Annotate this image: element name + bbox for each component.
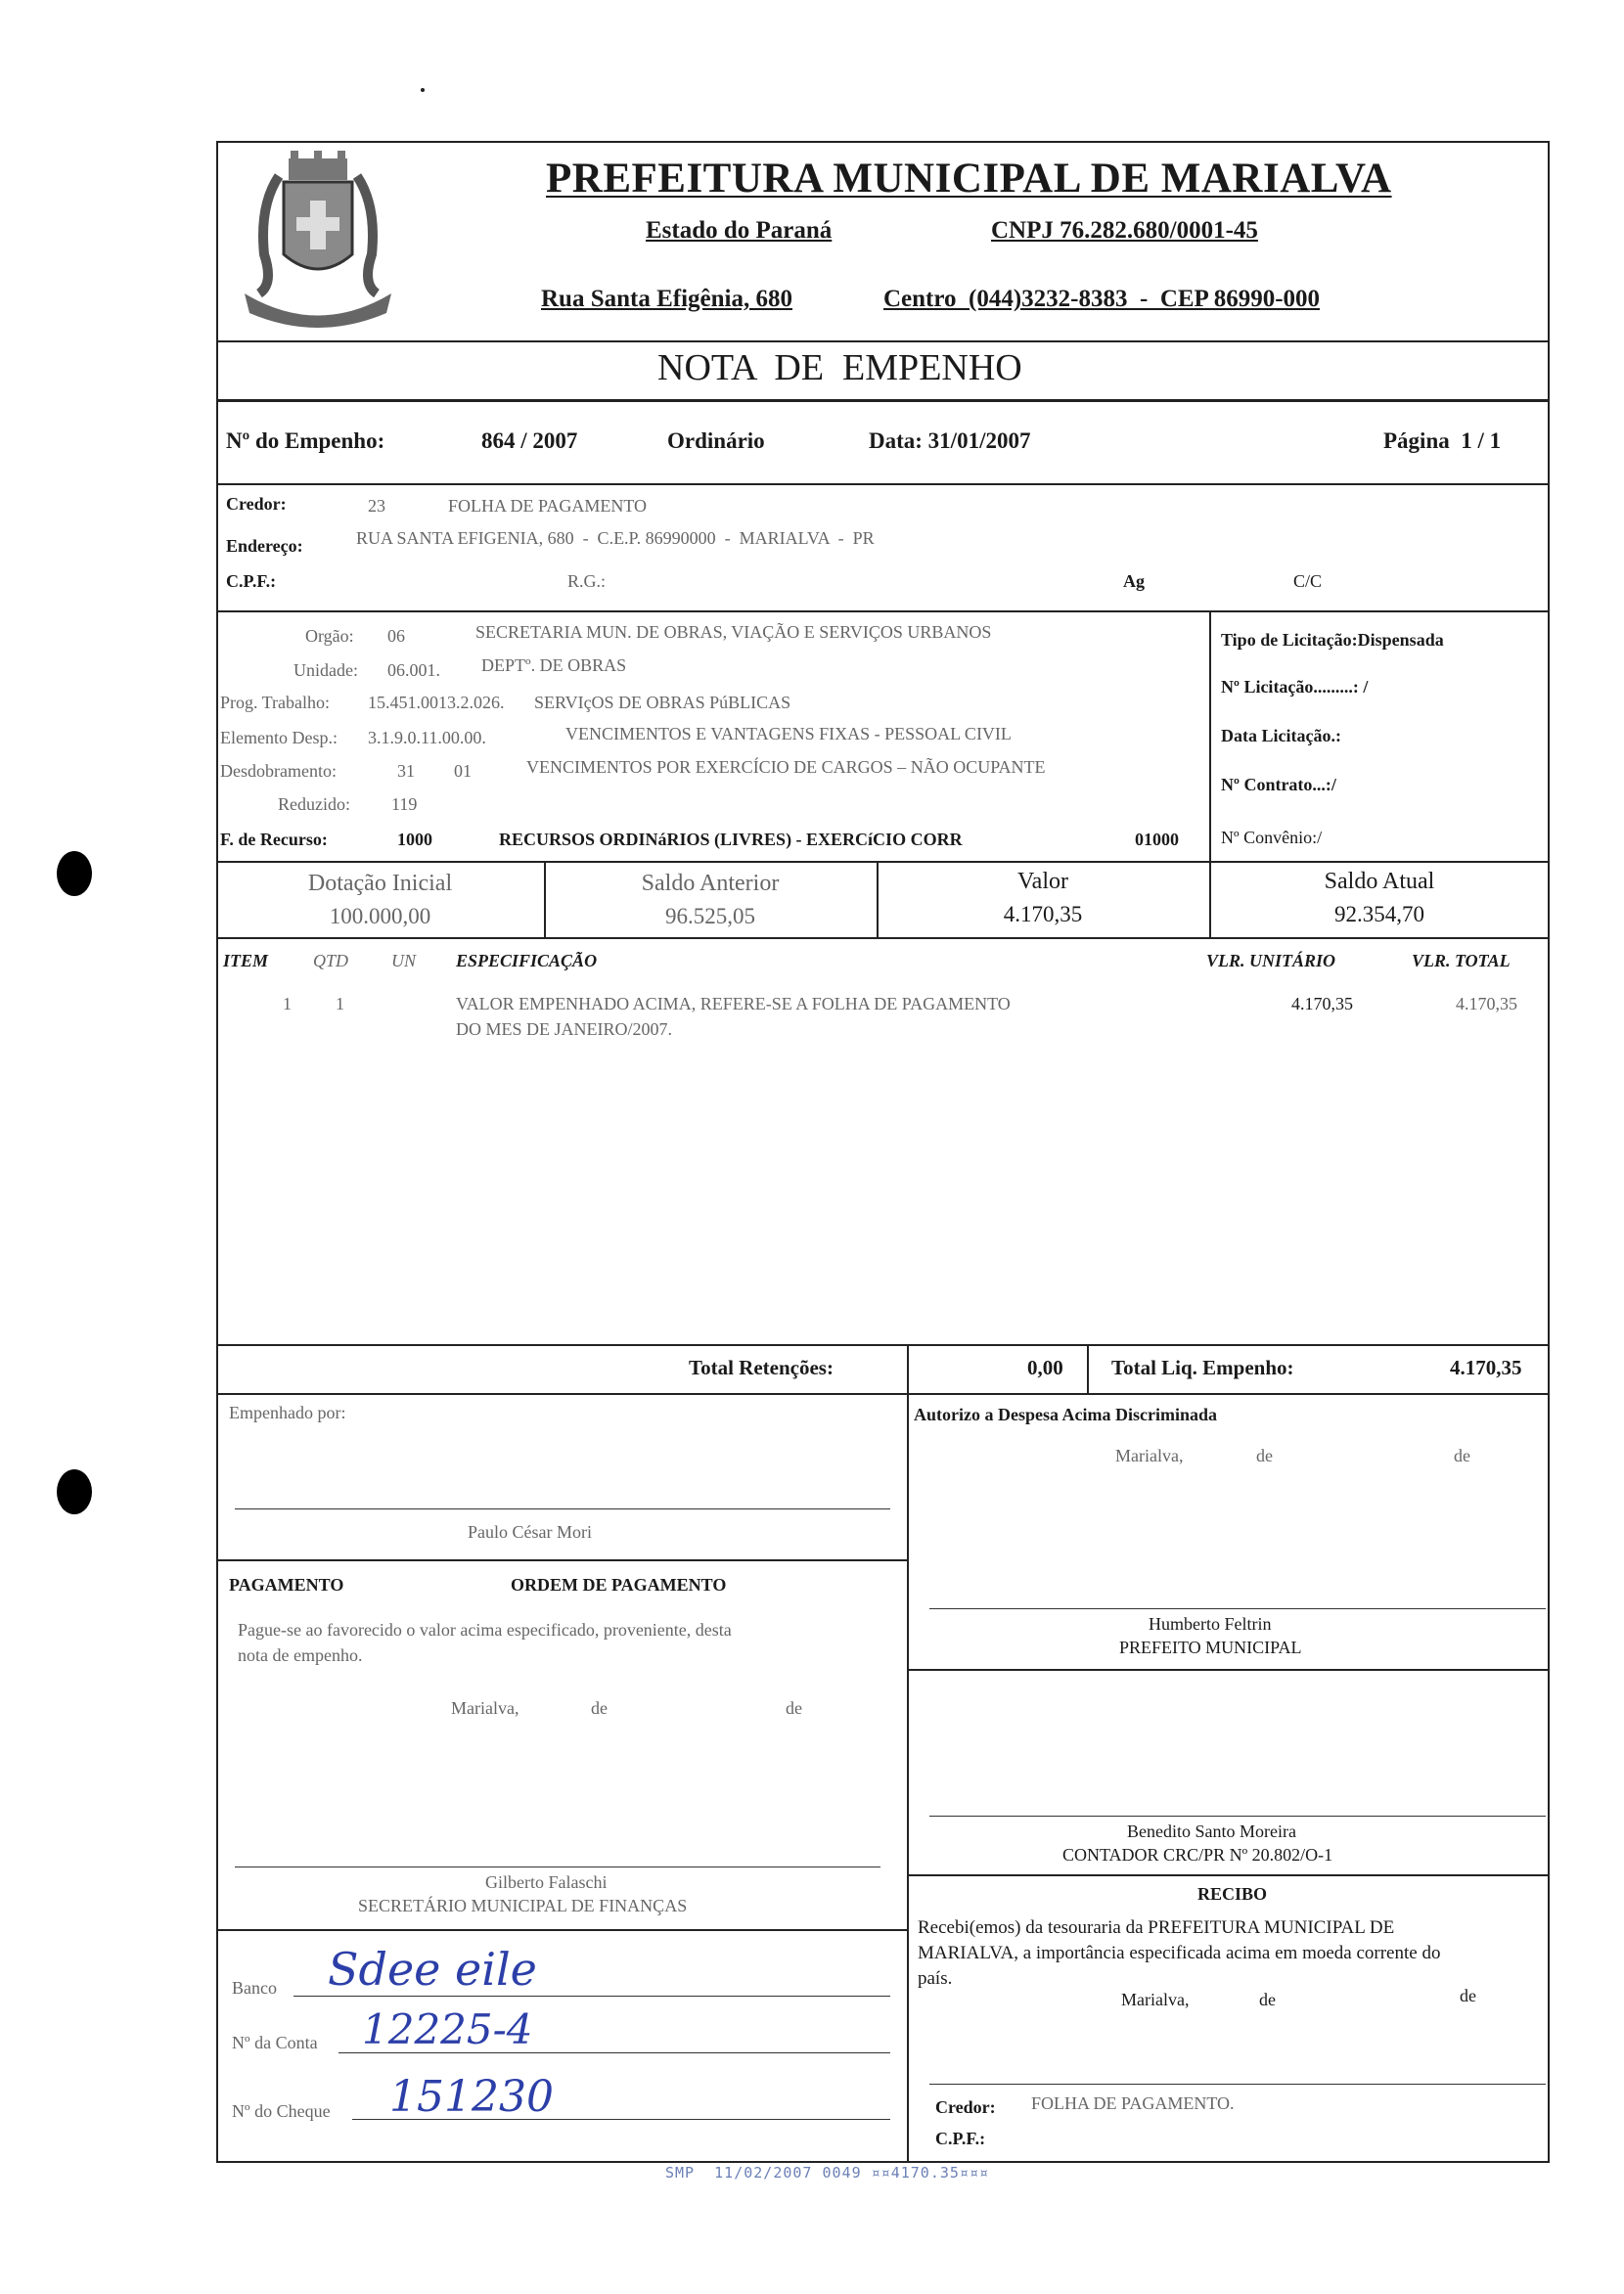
elemento-code: 3.1.9.0.11.00.00. (368, 728, 486, 747)
prefeito-role: PREFEITO MUNICIPAL (1119, 1638, 1302, 1657)
empenho-date: Data: 31/01/2007 (869, 428, 1031, 453)
recibo-place: Marialva, (1121, 1990, 1190, 2009)
pagamento-de-1: de (591, 1698, 608, 1718)
dotacao-inicial-label: Dotação Inicial (307, 871, 453, 896)
divider (216, 483, 1550, 485)
autorizo-de-1: de (1256, 1446, 1273, 1465)
credor-code: 23 (368, 496, 385, 516)
retencoes-value: 0,00 (1027, 1356, 1063, 1379)
punch-hole-top (57, 851, 92, 896)
recibo-de-1: de (1259, 1990, 1276, 2009)
divider (216, 1393, 1550, 1395)
coat-of-arms-icon (220, 147, 416, 333)
unidade-code: 06.001. (387, 660, 440, 680)
dotacao-inicial-value: 100.000,00 (329, 904, 431, 928)
recibo-text-line-3: país. (918, 1968, 953, 1989)
conta-handwritten: 12225-4 (362, 2005, 533, 2053)
agency-label: Ag (1123, 571, 1145, 591)
pagamento-place: Marialva, (451, 1698, 519, 1718)
desdobramento-name: VENCIMENTOS POR EXERCÍCIO DE CARGOS – NÃO OCUPANTE (526, 757, 1046, 777)
autorizo-place: Marialva, (1115, 1446, 1184, 1465)
item-unit-value: 4.170,35 (1291, 994, 1353, 1013)
pagamento-text-line-1: Pague-se ao favorecido o valor acima especificado, proveniente, desta (238, 1620, 732, 1640)
licitacao-number: Nº Licitação.........: / (1221, 677, 1369, 697)
cheque-handwritten: 151230 (389, 2072, 554, 2122)
col-un: UN (391, 951, 417, 970)
col-especificacao: ESPECIFICAÇÃO (456, 951, 598, 970)
divider (907, 1669, 1550, 1671)
desdobramento-code: 31 (397, 761, 415, 781)
bank-stamp: SMP 11/02/2007 0049 ¤¤4170.35¤¤¤ (665, 2164, 990, 2182)
divider (1209, 610, 1211, 861)
col-valor-total: VLR. TOTAL (1412, 951, 1511, 970)
divider (907, 1344, 909, 1393)
recibo-title: RECIBO (1197, 1884, 1268, 1904)
retencoes-label: Total Retenções: (689, 1356, 834, 1379)
saldo-anterior-value: 96.525,05 (665, 904, 755, 928)
desdobramento-label: Desdobramento: (220, 761, 337, 781)
item-description-line-1: VALOR EMPENHADO ACIMA, REFERE-SE A FOLHA DE PAGAMENTO (456, 994, 1011, 1013)
reduzido-label: Reduzido: (278, 794, 350, 814)
contador-role: CONTADOR CRC/PR Nº 20.802/O-1 (1062, 1845, 1333, 1865)
scan-speck (421, 88, 425, 92)
pagamento-label: PAGAMENTO (229, 1575, 344, 1595)
licitacao-type: Tipo de Licitação:Dispensada (1221, 630, 1444, 650)
contador-signer: Benedito Santo Moreira (1127, 1822, 1296, 1841)
divider (907, 1393, 909, 2163)
recibo-cpf-label: C.P.F.: (935, 2129, 986, 2148)
reduzido-value: 119 (391, 794, 418, 814)
col-item: ITEM (223, 951, 269, 970)
cpf-label: C.P.F.: (226, 571, 277, 591)
recurso-label: F. de Recurso: (220, 830, 328, 849)
item-description-line-2: DO MES DE JANEIRO/2007. (456, 1019, 673, 1039)
divider (216, 610, 1550, 612)
orgao-name: SECRETARIA MUN. DE OBRAS, VIAÇÃO E SERVIÇOS URBANOS (475, 622, 992, 642)
programa-name: SERVIçOS DE OBRAS PúBLICAS (534, 693, 791, 712)
document-title: NOTA DE EMPENHO (657, 347, 1022, 388)
total-liquido-label: Total Liq. Empenho: (1111, 1356, 1294, 1379)
contact-label: Centro (044)3232-8383 - CEP 86990-000 (883, 286, 1321, 312)
rg-label: R.G.: (567, 571, 607, 591)
col-qtd: QTD (313, 951, 349, 970)
divider (216, 861, 1550, 863)
signature-line (929, 2084, 1546, 2085)
recurso-code: 1000 (397, 830, 432, 849)
prefeito-signer: Humberto Feltrin (1149, 1614, 1272, 1634)
programa-code: 15.451.0013.2.026. (368, 693, 505, 712)
autorizo-de-2: de (1454, 1446, 1470, 1465)
punch-hole-bottom (57, 1469, 92, 1514)
pagamento-text-line-2: nota de empenho. (238, 1645, 363, 1665)
ordem-pagamento-label: ORDEM DE PAGAMENTO (511, 1575, 727, 1595)
secretario-role: SECRETÁRIO MUNICIPAL DE FINANÇAS (358, 1896, 688, 1915)
orgao-code: 06 (387, 626, 405, 646)
item-qtd: 1 (336, 994, 344, 1013)
unidade-label: Unidade: (293, 660, 358, 680)
recibo-credor-label: Credor: (935, 2097, 996, 2117)
page-number: Página 1 / 1 (1383, 428, 1502, 453)
signature-line (929, 1816, 1546, 1817)
divider (907, 1874, 1550, 1876)
saldo-atual-value: 92.354,70 (1334, 902, 1424, 926)
signature-line (929, 1608, 1546, 1609)
address-label: Rua Santa Efigênia, 680 (541, 286, 792, 312)
divider (216, 937, 1550, 939)
col-valor-unitario: VLR. UNITÁRIO (1206, 951, 1336, 970)
pagamento-de-2: de (786, 1698, 802, 1718)
endereco-label: Endereço: (226, 536, 303, 556)
secretario-signer: Gilberto Falaschi (485, 1872, 608, 1892)
orgao-label: Orgão: (305, 626, 354, 646)
elemento-name: VENCIMENTOS E VANTAGENS FIXAS - PESSOAL CIVIL (565, 724, 1012, 743)
municipality-title: PREFEITURA MUNICIPAL DE MARIALVA (546, 156, 1392, 202)
autorizo-label: Autorizo a Despesa Acima Discriminada (914, 1405, 1217, 1424)
signature-line (235, 1508, 890, 1509)
divider (1087, 1344, 1089, 1393)
account-label: C/C (1293, 571, 1323, 591)
cheque-label: Nº do Cheque (232, 2101, 331, 2121)
conta-label: Nº da Conta (232, 2033, 318, 2052)
empenhado-por-label: Empenhado por: (229, 1403, 346, 1422)
recibo-text-line-2: MARIALVA, a importância especificada acima em moeda corrente do (918, 1943, 1441, 1963)
cnpj-label: CNPJ 76.282.680/0001-45 (991, 217, 1258, 244)
divider (216, 1559, 907, 1561)
elemento-label: Elemento Desp.: (220, 728, 338, 747)
saldo-anterior-label: Saldo Anterior (641, 871, 780, 896)
recurso-name: RECURSOS ORDINáRIOS (LIVRES) - EXERCíCIO CORR (499, 830, 963, 849)
banco-line (293, 1996, 890, 1997)
credor-label: Credor: (226, 494, 287, 514)
item-total-value: 4.170,35 (1456, 994, 1517, 1013)
licitacao-date: Data Licitação.: (1221, 726, 1341, 745)
programa-label: Prog. Trabalho: (220, 693, 331, 712)
banco-label: Banco (232, 1978, 277, 1998)
divider (216, 1344, 1550, 1346)
state-label: Estado do Paraná (646, 217, 833, 244)
divider (216, 1929, 907, 1931)
recibo-credor-name: FOLHA DE PAGAMENTO. (1031, 2093, 1235, 2113)
empenho-type: Ordinário (667, 428, 765, 453)
valor-label: Valor (1017, 869, 1068, 894)
desdobramento-code-2: 01 (454, 761, 472, 781)
divider (216, 340, 1550, 342)
divider (216, 399, 1550, 402)
saldo-atual-label: Saldo Atual (1324, 869, 1435, 894)
contract-number: Nº Contrato...:/ (1221, 775, 1336, 794)
recurso-code-2: 01000 (1135, 830, 1179, 849)
item-number: 1 (283, 994, 292, 1013)
recibo-de-2: de (1460, 1986, 1476, 2005)
empenho-number-label: Nº do Empenho: (226, 428, 385, 453)
banco-handwritten: Sdee eile (328, 1943, 537, 1996)
total-liquido-value: 4.170,35 (1450, 1356, 1522, 1379)
endereco-value: RUA SANTA EFIGENIA, 680 - C.E.P. 86990000 - MARIALVA - PR (356, 528, 875, 548)
empenho-number: 864 / 2007 (481, 428, 578, 453)
unidade-name: DEPTº. DE OBRAS (481, 655, 627, 675)
convenio-number: Nº Convênio:/ (1221, 828, 1323, 847)
credor-name: FOLHA DE PAGAMENTO (448, 496, 648, 516)
recibo-text-line-1: Recebi(emos) da tesouraria da PREFEITURA MUNICIPAL DE (918, 1917, 1395, 1938)
valor-value: 4.170,35 (1003, 902, 1083, 926)
empenhado-signer: Paulo César Mori (468, 1522, 592, 1542)
